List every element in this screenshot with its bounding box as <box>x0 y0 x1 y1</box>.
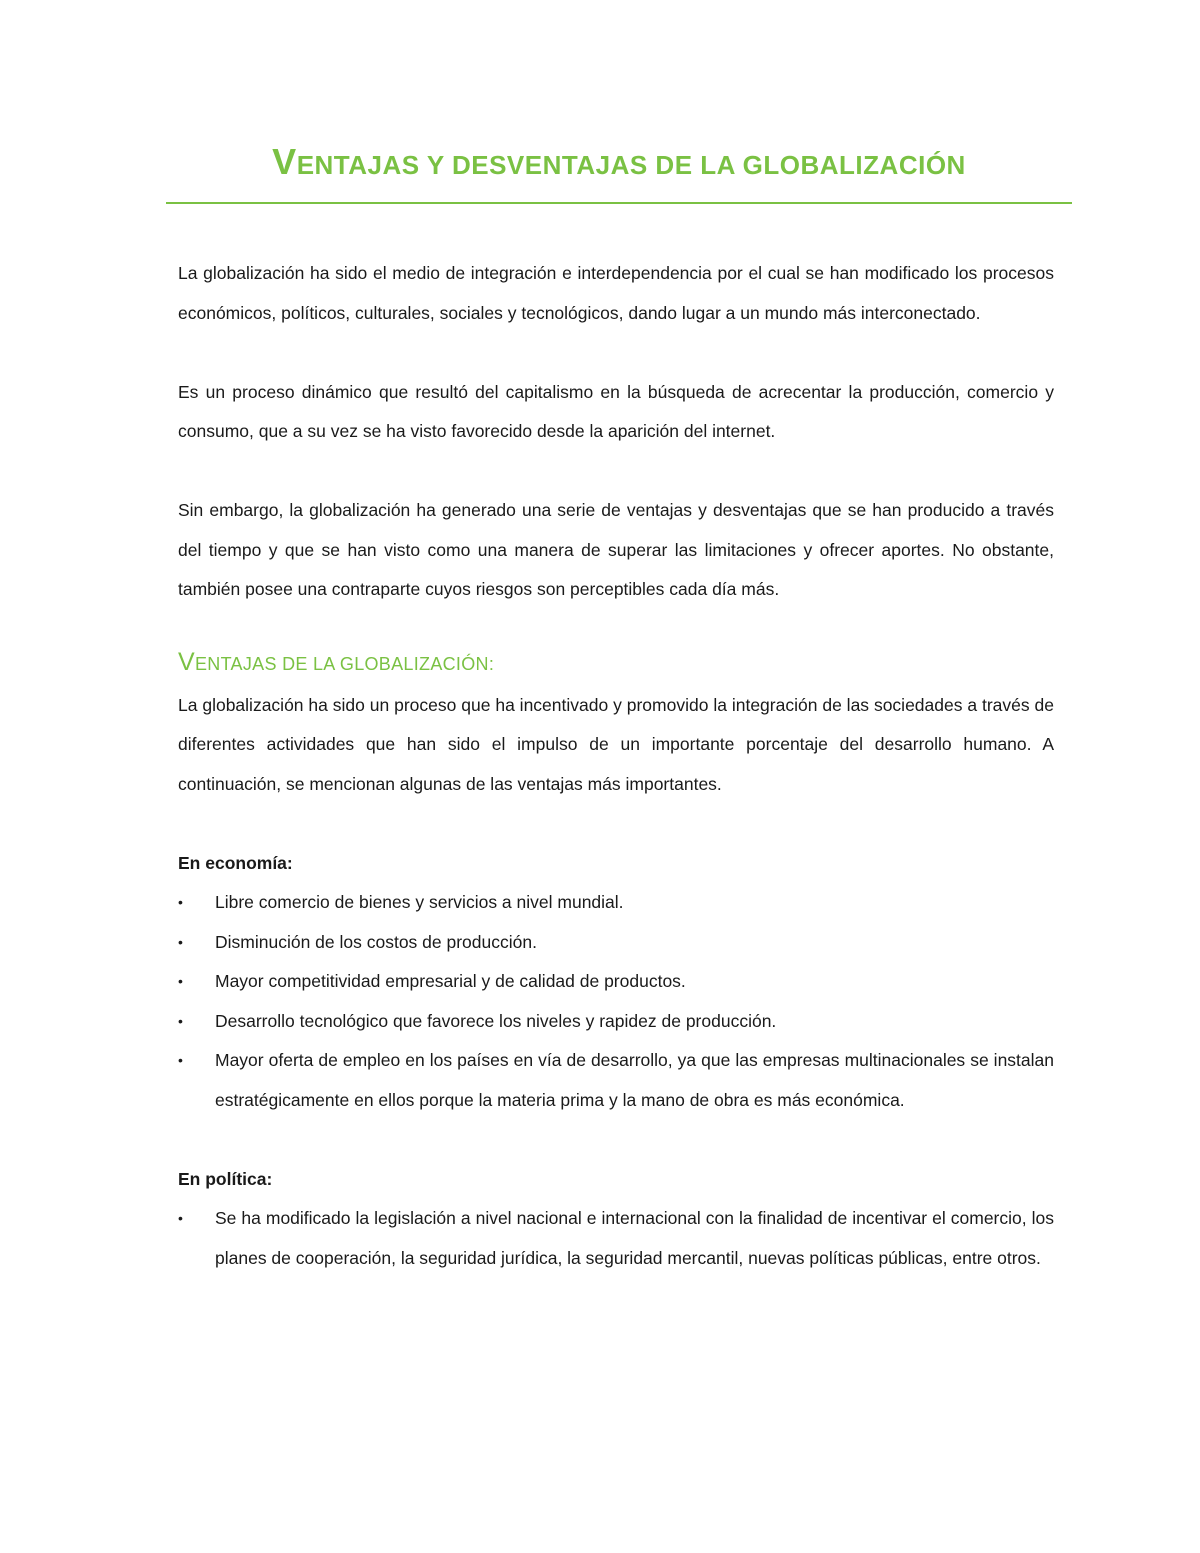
ventajas-heading-rest: ENTAJAS DE LA GLOBALIZACIÓN: <box>194 653 495 674</box>
list-item-text: Libre comercio de bienes y servicios a nivel mundial. <box>215 892 624 912</box>
document-body <box>178 254 1054 1278</box>
bullet-icon: • <box>178 933 183 950</box>
bullet-icon: • <box>178 1052 183 1068</box>
economia-list <box>178 883 1054 1120</box>
document-title <box>166 140 1072 187</box>
economia-label: En economía: <box>178 852 293 873</box>
list-item-text: Se ha modificado la legislación a nivel nacional e internacional con la finalidad de incentivar el comercio, los planes de cooperación, la seguridad jurídica, la seguridad mercantil, nuevas políticas públicas, entre otros. <box>215 1208 1054 1268</box>
intro-paragraph-3: Sin embargo, la globalización ha generado una serie de ventajas y desventajas que se han producido a través del tiempo y que se han visto como una manera de superar las limitaciones y ofrecer aportes. No obstante, también posee una contraparte cuyos riesgos son perceptibles cada día más. <box>178 500 1054 599</box>
list-item-text: Mayor oferta de empleo en los países en vía de desarrollo, ya que las empresas multinacionales se instalan estratégicamente en ellos porque la materia prima y la mano de obra es más económica. <box>215 1050 1054 1110</box>
title-divider <box>166 202 1072 204</box>
list-item <box>178 923 1054 963</box>
politica-list <box>178 1199 1054 1278</box>
bullet-icon: • <box>178 1012 183 1029</box>
intro-paragraph-2: Es un proceso dinámico que resultó del capitalismo en la búsqueda de acrecentar la producción, comercio y consumo, que a su vez se ha visto favorecido desde la aparición del internet. <box>178 381 1054 441</box>
spacer <box>178 452 1054 492</box>
title-initial: V <box>272 141 297 182</box>
bullet-icon: • <box>178 973 183 989</box>
list-item-text: Desarrollo tecnológico que favorece los niveles y rapidez de producción. <box>215 1010 777 1031</box>
list-item <box>178 883 1054 923</box>
list-item <box>178 1199 1054 1278</box>
ventajas-heading <box>178 640 1054 686</box>
politica-label: En política: <box>178 1168 273 1189</box>
spacer <box>178 610 1054 640</box>
list-item <box>178 962 1054 1002</box>
spacer <box>178 333 1054 373</box>
title-rest: ENTAJAS Y DESVENTAJAS DE LA GLOBALIZACIÓN <box>296 150 966 180</box>
ventajas-intro: La globalización ha sido un proceso que ha incentivado y promovido la integración de las sociedades a través de diferentes actividades que han sido el impulso de un importante porcentaje del desarrollo humano. A continuación, se mencionan algunas de las ventajas más importantes. <box>178 694 1054 794</box>
list-item <box>178 1041 1054 1120</box>
list-item <box>178 1002 1054 1042</box>
intro-paragraph-1: La globalización ha sido el medio de integración e interdependencia por el cual se han modificado los procesos económicos, políticos, culturales, sociales y tecnológicos, dando lugar a un mundo más interconectado. <box>178 263 1054 323</box>
spacer <box>178 1120 1054 1160</box>
bullet-icon: • <box>178 1210 183 1226</box>
ventajas-heading-initial: V <box>178 647 195 676</box>
list-item-text: Disminución de los costos de producción. <box>215 931 537 952</box>
list-item-text: Mayor competitividad empresarial y de calidad de productos. <box>215 971 686 991</box>
spacer <box>178 804 1054 844</box>
bullet-icon: • <box>178 894 183 910</box>
